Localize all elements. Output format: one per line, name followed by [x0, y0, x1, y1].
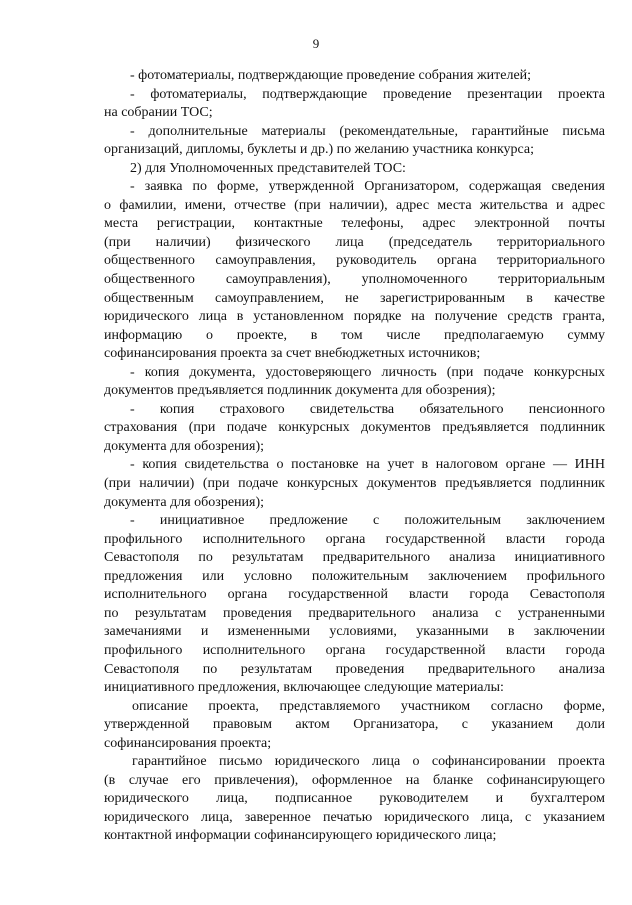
text-line: 2) для Уполномоченных представителей ТОС:	[130, 160, 406, 176]
text-line: юридического лица, подписанное руководителем и бухгалтером	[104, 791, 605, 807]
text-line: общественного самоуправления), уполномоченного территориальным	[104, 272, 605, 288]
paragraph	[104, 86, 605, 123]
text-line: описание проекта, представляемого участником согласно форме,	[132, 698, 605, 714]
text-line: гарантийное письмо юридического лица о софинансировании проекта	[132, 754, 605, 770]
text-line: софинансирования проекта;	[104, 735, 272, 751]
text-line: софинансирования проекта за счет внебюджетных источников;	[104, 346, 481, 362]
text-line: юридического лица, заверенное печатью юридического лица, с указанием	[104, 809, 605, 825]
text-line: о фамилии, имени, отчестве (при наличии), адрес места жительства и адрес	[104, 197, 605, 213]
text-line: (при наличии) (при подаче конкурсных документов предъявляется подлинник	[104, 476, 605, 492]
text-line: профильного исполнительного органа государственной власти города	[104, 642, 605, 658]
text-line: - копия свидетельства о постановке на учет в налоговом органе — ИНН	[130, 457, 605, 473]
text-line: исполнительного органа государственной власти города Севастополя	[104, 587, 605, 603]
paragraph	[104, 753, 605, 846]
text-line: (в случае его привлечения), оформленное на бланке софинансирующего	[104, 772, 605, 788]
page-number: 9	[312, 36, 320, 51]
text-line: замечаниями и измененными условиями, указанными в заключении	[104, 624, 605, 640]
text-line: по результатам проведения предварительного анализа с устраненными	[104, 605, 605, 621]
paragraph	[104, 698, 605, 754]
text-line: - дополнительные материалы (рекомендательные, гарантийные письма	[130, 123, 605, 139]
text-line: - фотоматериалы, подтверждающие проведение собрания жителей;	[130, 68, 532, 83]
paragraph	[104, 67, 605, 86]
paragraph	[104, 401, 605, 457]
text-line: Севастополя по результатам предварительного анализа инициативного	[104, 550, 605, 566]
paragraph	[104, 364, 605, 401]
text-line: - копия документа, удостоверяющего личность (при подаче конкурсных	[130, 364, 605, 380]
text-line: профильного исполнительного органа государственной власти города	[104, 531, 605, 547]
text-line: организаций, дипломы, буклеты и др.) по желанию участника конкурса;	[104, 142, 535, 158]
paragraph	[104, 123, 605, 160]
text-line: юридического лица в установленном порядке на получение средств гранта,	[104, 309, 605, 325]
text-line: Севастополя по результатам проведения предварительного анализа	[104, 661, 605, 677]
text-line: - копия страхового свидетельства обязательного пенсионного	[130, 401, 605, 417]
paragraph	[104, 512, 605, 697]
text-line: места регистрации, контактные телефоны, адрес электронной почты	[104, 216, 605, 232]
text-line: документов предъявляется подлинник документа для обозрения);	[104, 383, 496, 399]
paragraph	[104, 160, 605, 179]
text-line: общественным самоуправлением, не зарегистрированным в качестве	[104, 290, 605, 306]
text-line: на собрании ТОС;	[104, 105, 213, 121]
text-line: - фотоматериалы, подтверждающие проведение презентации проекта	[130, 86, 605, 102]
paragraph	[104, 456, 605, 512]
paragraph	[104, 178, 605, 363]
text-line: утвержденной правовым актом Организатора, с указанием доли	[104, 717, 605, 733]
text-line: документа для обозрения);	[104, 438, 265, 454]
text-line: документа для обозрения);	[104, 494, 265, 510]
text-line: контактной информации софинансирующего юридического лица;	[104, 828, 497, 844]
text-line: страхования (при подаче конкурсных документов предъявляется подлинник	[104, 420, 605, 436]
document-body	[104, 67, 605, 846]
text-line: информацию о проекте, в том числе предполагаемую сумму	[104, 327, 605, 343]
text-line: - инициативное предложение с положительным заключением	[130, 513, 605, 529]
text-line: - заявка по форме, утвержденной Организатором, содержащая сведения	[130, 179, 605, 195]
text-line: (при наличии) физического лица (председатель территориального	[104, 234, 605, 250]
text-line: предложения или условно положительным заключением профильного	[104, 568, 605, 584]
text-line: инициативного предложения, включающее следующие материалы:	[104, 680, 504, 696]
text-line: общественного самоуправления, руководитель органа территориального	[104, 253, 605, 269]
